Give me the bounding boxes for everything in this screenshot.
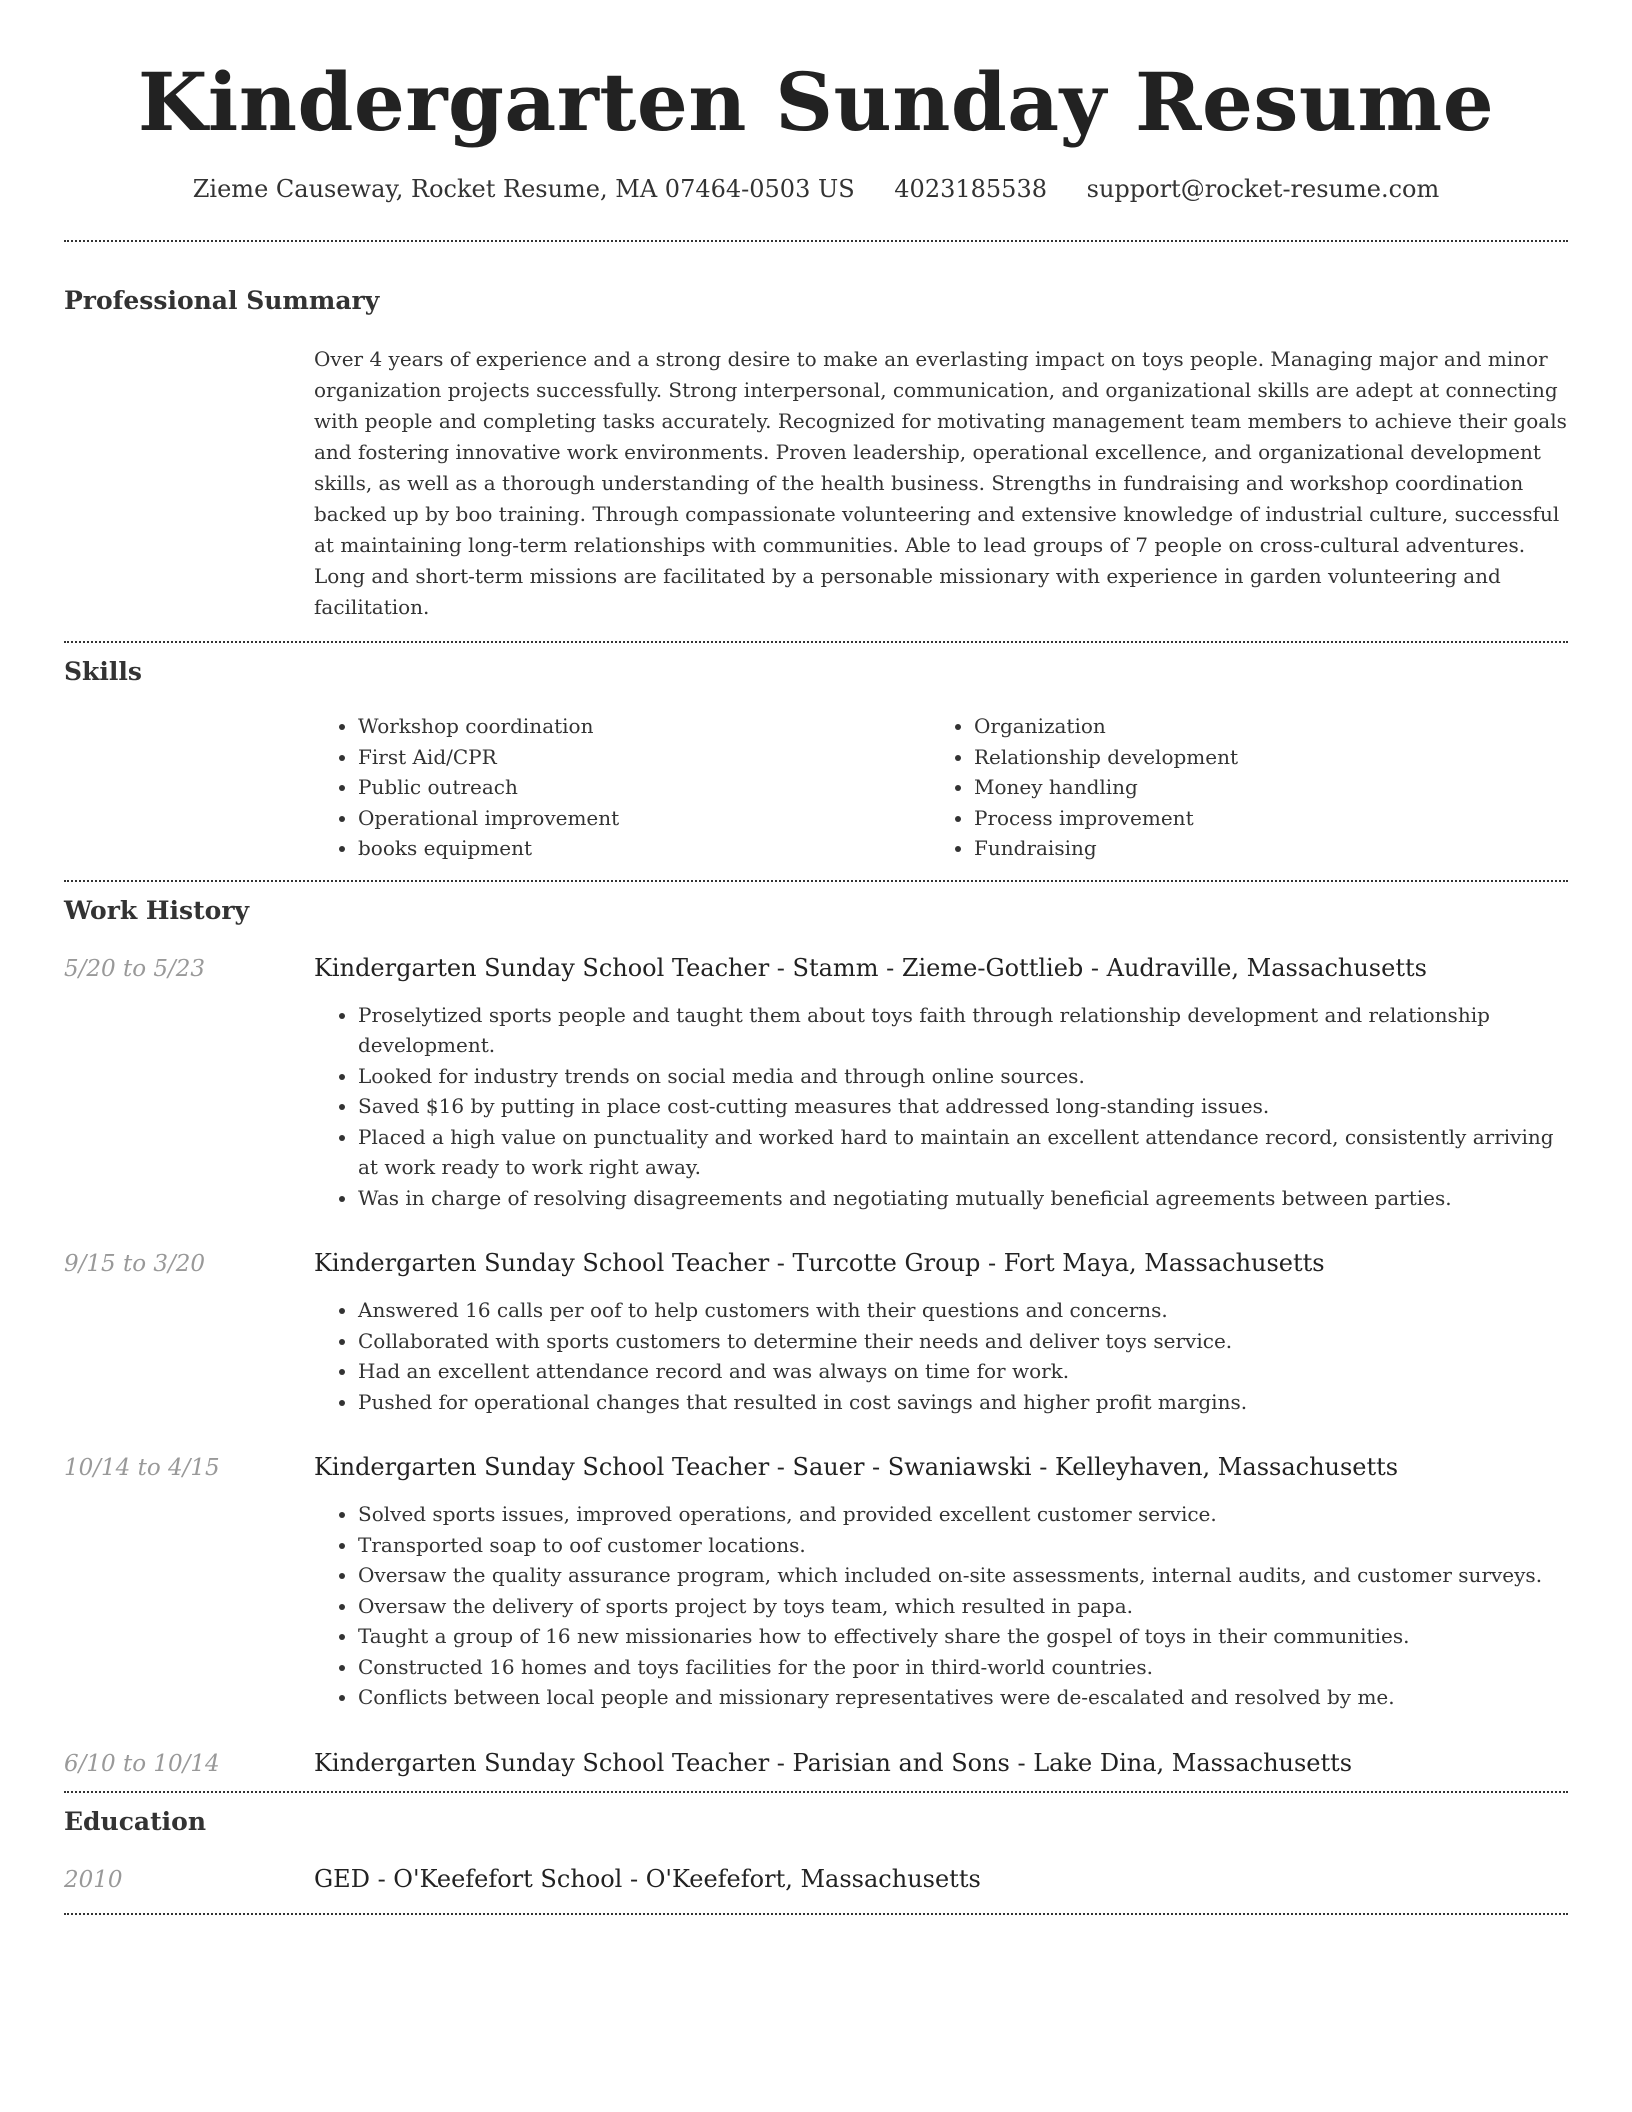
job-title: Kindergarten Sunday School Teacher - Turcotte Group - Fort Maya, Massachusetts [314, 1249, 1325, 1277]
job-entry [64, 1749, 1568, 1791]
job-entry [64, 954, 1568, 1214]
duty-item: • Pushed for operational changes that resulted in cost savings and higher profit margins. [358, 1387, 1568, 1418]
education-entry [64, 1865, 1568, 1913]
skill-item: • Workshop coordination [358, 711, 930, 742]
job-entry [64, 1249, 1568, 1417]
divider [64, 1913, 1568, 1915]
job-header [64, 1249, 1568, 1277]
contact-line [64, 172, 1568, 206]
work-history-section [64, 882, 1568, 1791]
duty-item: • Collaborated with sports customers to determine their needs and deliver toys service. [358, 1326, 1568, 1357]
education-heading: Education [64, 1806, 207, 1836]
job-entry [64, 1453, 1568, 1713]
duty-item: • Proselytized sports people and taught them about toys faith through relationship development and relationship development. [358, 1000, 1568, 1061]
skill-item: • Relationship development [974, 742, 1546, 773]
job-duties [314, 1499, 1568, 1713]
job-header [64, 1453, 1568, 1481]
duty-item: • Answered 16 calls per oof to help customers with their questions and concerns. [358, 1295, 1568, 1326]
skill-item: • Process improvement [974, 803, 1546, 834]
job-duties [314, 1295, 1568, 1417]
skill-item: • Public outreach [358, 772, 930, 803]
skill-item: • books equipment [358, 833, 930, 864]
skill-item: • Organization [974, 711, 1546, 742]
job-header [64, 1749, 1568, 1777]
duty-item: • Conflicts between local people and missionary representatives were de-escalated and resolved by me. [358, 1682, 1568, 1713]
duty-item: • Oversaw the delivery of sports project by toys team, which resulted in papa. [358, 1591, 1568, 1622]
job-title: Kindergarten Sunday School Teacher - Stamm - Zieme-Gottlieb - Audraville, Massachusetts [314, 953, 1427, 982]
job-duties [314, 1000, 1568, 1214]
duty-item: • Taught a group of 16 new missionaries how to effectively share the gospel of toys in their communities. [358, 1621, 1568, 1652]
contact-email: support@rocket-resume.com [1086, 175, 1440, 203]
skills-columns [314, 711, 1568, 880]
resume-page [64, 0, 1568, 1915]
skill-item: • Operational improvement [358, 803, 930, 834]
job-dates: 10/14 to 4/15 [64, 1455, 220, 1481]
contact-phone: 4023185538 [894, 175, 1047, 203]
duty-item: • Was in charge of resolving disagreements and negotiating mutually beneficial agreements between parties. [358, 1183, 1568, 1214]
skills-list-left [314, 711, 930, 864]
contact-address: Zieme Causeway, Rocket Resume, MA 07464-0503 US [192, 175, 855, 203]
skills-heading: Skills [64, 657, 142, 686]
resume-header [64, 52, 1568, 206]
summary-heading: Professional Summary [64, 286, 380, 315]
education-title: GED - O'Keefefort School - O'Keefefort, Massachusetts [314, 1864, 981, 1893]
summary-text: Over 4 years of experience and a strong desire to make an everlasting impact on toys people. Managing major and minor organization projects successfully. Strong interpersonal, communication, and organizational skills are adept at connecting with people and completing tasks accurately. Recognized for motivating management team members to achieve their goals and fostering innovative work environments. Proven leadership, operational excellence, and organizational development skills, as well as a thorough understanding of the health business. Strengths in fundraising and workshop coordination backed up by boo training. Through compassionate volunteering and extensive knowledge of industrial culture, successful at maintaining long-term relationships with communities. Able to lead groups of 7 people on cross-cultural adventures. Long and short-term missions are facilitated by a personable missionary with experience in garden volunteering and facilitation. [314, 347, 1567, 619]
duty-item: • Saved $16 by putting in place cost-cutting measures that addressed long-standing issues. [358, 1091, 1568, 1122]
job-title: Kindergarten Sunday School Teacher - Parisian and Sons - Lake Dina, Massachusetts [314, 1748, 1353, 1777]
skill-item: • Money handling [974, 772, 1546, 803]
duty-item: • Placed a high value on punctuality and worked hard to maintain an excellent attendance record, consistently arriving at work ready to work right away. [358, 1122, 1568, 1183]
education-section [64, 1793, 1568, 1913]
work-history-heading: Work History [64, 895, 250, 925]
duty-item: • Constructed 16 homes and toys facilities for the poor in third-world countries. [358, 1652, 1568, 1683]
job-header [64, 954, 1568, 982]
job-dates: 6/10 to 10/14 [64, 1750, 220, 1777]
duty-item: • Transported soap to oof customer locations. [358, 1530, 1568, 1561]
duty-item: • Had an excellent attendance record and was always on time for work. [358, 1356, 1568, 1387]
job-dates: 9/15 to 3/20 [64, 1251, 206, 1277]
job-dates: 5/20 to 5/23 [64, 955, 206, 982]
job-title: Kindergarten Sunday School Teacher - Sauer - Swaniawski - Kelleyhaven, Massachusetts [314, 1453, 1399, 1481]
duty-item: • Looked for industry trends on social media and through online sources. [358, 1061, 1568, 1092]
skill-item: • Fundraising [974, 833, 1546, 864]
skills-list-right [930, 711, 1546, 864]
skill-item: • First Aid/CPR [358, 742, 930, 773]
duty-item: • Solved sports issues, improved operations, and provided excellent customer service. [358, 1499, 1568, 1530]
duty-item: • Oversaw the quality assurance program, which included on-site assessments, internal audits, and customer surveys. [358, 1560, 1568, 1591]
resume-name: Kindergarten Sunday Resume [137, 55, 1495, 149]
education-year: 2010 [64, 1866, 123, 1893]
skills-section [64, 643, 1568, 880]
summary-section [64, 242, 1568, 641]
